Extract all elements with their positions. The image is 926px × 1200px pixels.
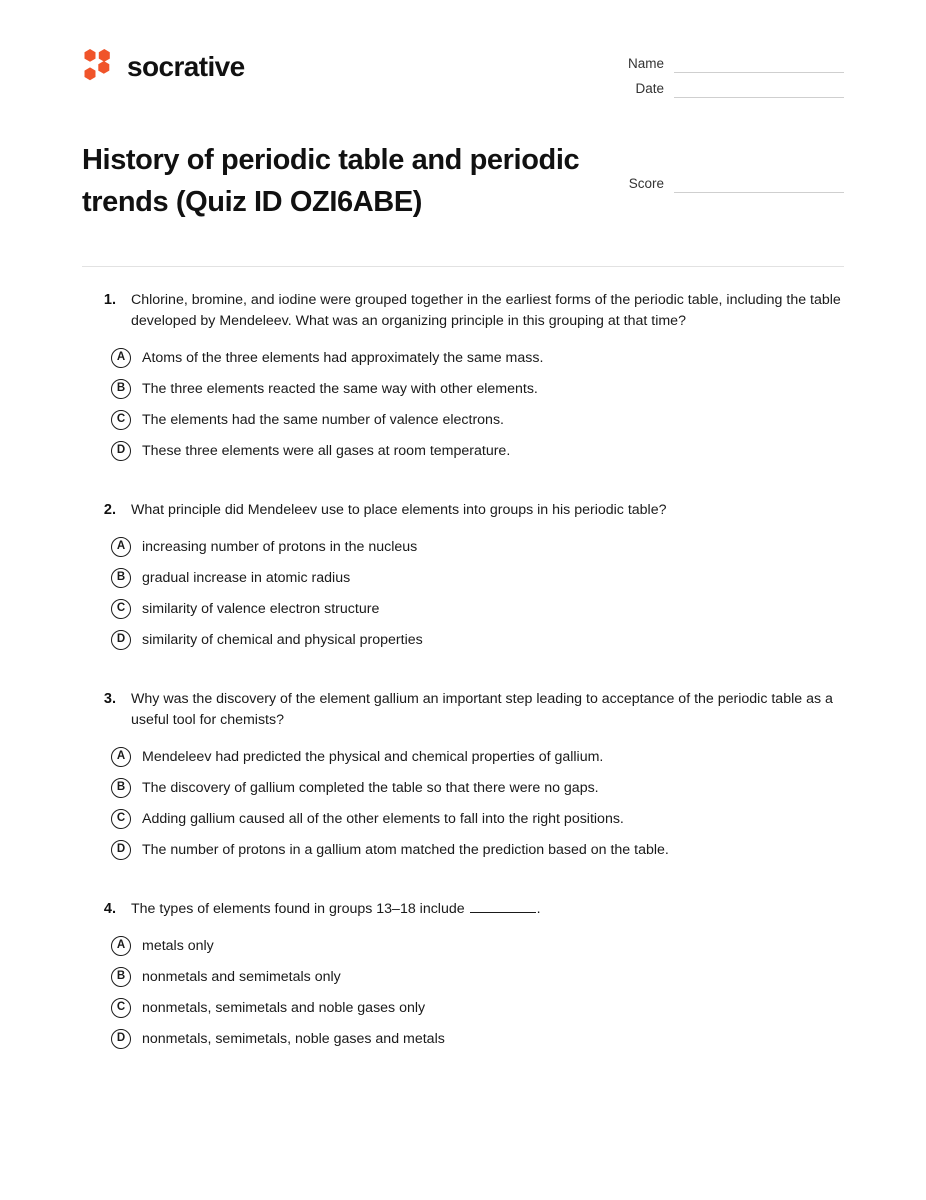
- answer-option[interactable]: [111, 531, 850, 562]
- question-item: [0, 290, 926, 466]
- date-field-label: Date: [635, 81, 664, 96]
- question-item: [0, 899, 926, 1054]
- question-number: 4.: [103, 901, 116, 917]
- question-number: 3.: [103, 691, 116, 707]
- question-text: [131, 899, 850, 920]
- answer-options: [116, 342, 850, 466]
- answer-options: [116, 930, 850, 1054]
- question-text: Why was the discovery of the element gallium an important step leading to acceptance of the periodic table as a useful tool for chemists?: [131, 691, 833, 728]
- option-label: These three elements were all gases at room temperature.: [142, 442, 511, 459]
- option-label: nonmetals, semimetals and noble gases only: [142, 999, 426, 1016]
- question-item: [0, 689, 926, 865]
- question-header: [103, 290, 850, 332]
- option-bubble-b[interactable]: B: [111, 379, 131, 399]
- question-header: [103, 500, 850, 521]
- answer-option[interactable]: [111, 930, 850, 961]
- question-header: [103, 689, 850, 731]
- option-label: The three elements reacted the same way with other elements.: [142, 380, 538, 397]
- option-bubble-b[interactable]: B: [111, 778, 131, 798]
- answer-option[interactable]: [111, 404, 850, 435]
- option-bubble-c[interactable]: C: [111, 809, 131, 829]
- option-label: The elements had the same number of valence electrons.: [142, 411, 504, 428]
- option-label: Atoms of the three elements had approximately the same mass.: [142, 349, 544, 366]
- answer-option[interactable]: [111, 961, 850, 992]
- answer-options: [116, 741, 850, 865]
- answer-option[interactable]: [111, 834, 850, 865]
- question-text: Chlorine, bromine, and iodine were grouped together in the earliest forms of the periodic table, including the table developed by Mendeleev. What was an organizing principle in this grouping at that time?: [131, 292, 841, 329]
- option-bubble-a[interactable]: A: [111, 348, 131, 368]
- score-field-label: Score: [628, 176, 664, 191]
- question-text: What principle did Mendeleev use to place elements into groups in his periodic table?: [131, 502, 667, 518]
- option-bubble-c[interactable]: C: [111, 998, 131, 1018]
- name-field-label: Name: [627, 56, 664, 71]
- option-label: Adding gallium caused all of the other elements to fall into the right positions.: [142, 810, 624, 827]
- score-field-line[interactable]: [674, 176, 844, 193]
- option-label: similarity of valence electron structure: [142, 600, 380, 617]
- answer-option[interactable]: [111, 342, 850, 373]
- option-bubble-b[interactable]: B: [111, 568, 131, 588]
- option-label: Mendeleev had predicted the physical and chemical properties of gallium.: [142, 748, 604, 765]
- option-bubble-d[interactable]: D: [111, 630, 131, 650]
- answer-option[interactable]: [111, 562, 850, 593]
- option-bubble-a[interactable]: A: [111, 537, 131, 557]
- option-bubble-a[interactable]: A: [111, 747, 131, 767]
- date-field-row: [584, 77, 844, 98]
- page-title: History of periodic table and periodic trends (Quiz ID OZI6ABE): [82, 144, 580, 219]
- answer-option[interactable]: [111, 624, 850, 655]
- option-bubble-b[interactable]: B: [111, 967, 131, 987]
- option-bubble-a[interactable]: A: [111, 936, 131, 956]
- answer-option[interactable]: [111, 992, 850, 1023]
- option-bubble-c[interactable]: C: [111, 599, 131, 619]
- option-label: The discovery of gallium completed the table so that there were no gaps.: [142, 779, 599, 796]
- answer-option[interactable]: [111, 772, 850, 803]
- question-header: [103, 899, 850, 920]
- answer-option[interactable]: [111, 593, 850, 624]
- option-bubble-d[interactable]: D: [111, 1029, 131, 1049]
- question-number: 1.: [103, 292, 116, 308]
- option-bubble-c[interactable]: C: [111, 410, 131, 430]
- brand-name: socrative: [127, 51, 245, 82]
- name-field-line[interactable]: [674, 56, 844, 73]
- option-bubble-d[interactable]: D: [111, 840, 131, 860]
- header-divider: [82, 266, 844, 267]
- option-label: similarity of chemical and physical properties: [142, 631, 423, 648]
- option-bubble-d[interactable]: D: [111, 441, 131, 461]
- answer-option[interactable]: [111, 741, 850, 772]
- fill-in-blank[interactable]: [470, 900, 536, 913]
- name-field-row: [584, 52, 844, 73]
- question-list: [0, 290, 926, 1088]
- option-label: increasing number of protons in the nucleus: [142, 538, 418, 555]
- student-info-fields: [584, 52, 844, 197]
- page-header: [0, 0, 926, 260]
- answer-option[interactable]: [111, 435, 850, 466]
- option-label: nonmetals and semimetals only: [142, 968, 341, 985]
- question-text-after-blank: .: [536, 901, 541, 917]
- option-label: metals only: [142, 937, 214, 954]
- answer-option[interactable]: [111, 803, 850, 834]
- option-label: The number of protons in a gallium atom matched the prediction based on the table.: [142, 841, 669, 858]
- question-number: 2.: [103, 502, 116, 518]
- question-item: [0, 500, 926, 655]
- hexagon-cluster-icon: [80, 48, 114, 84]
- option-label: gradual increase in atomic radius: [142, 569, 351, 586]
- score-field-row: [584, 172, 844, 193]
- option-label: nonmetals, semimetals, noble gases and metals: [142, 1030, 445, 1047]
- answer-option[interactable]: [111, 1023, 850, 1054]
- answer-option[interactable]: [111, 373, 850, 404]
- question-text-before-blank: The types of elements found in groups 13–18 include: [131, 901, 469, 917]
- date-field-line[interactable]: [674, 81, 844, 98]
- answer-options: [116, 531, 850, 655]
- socrative-logo: [80, 48, 245, 84]
